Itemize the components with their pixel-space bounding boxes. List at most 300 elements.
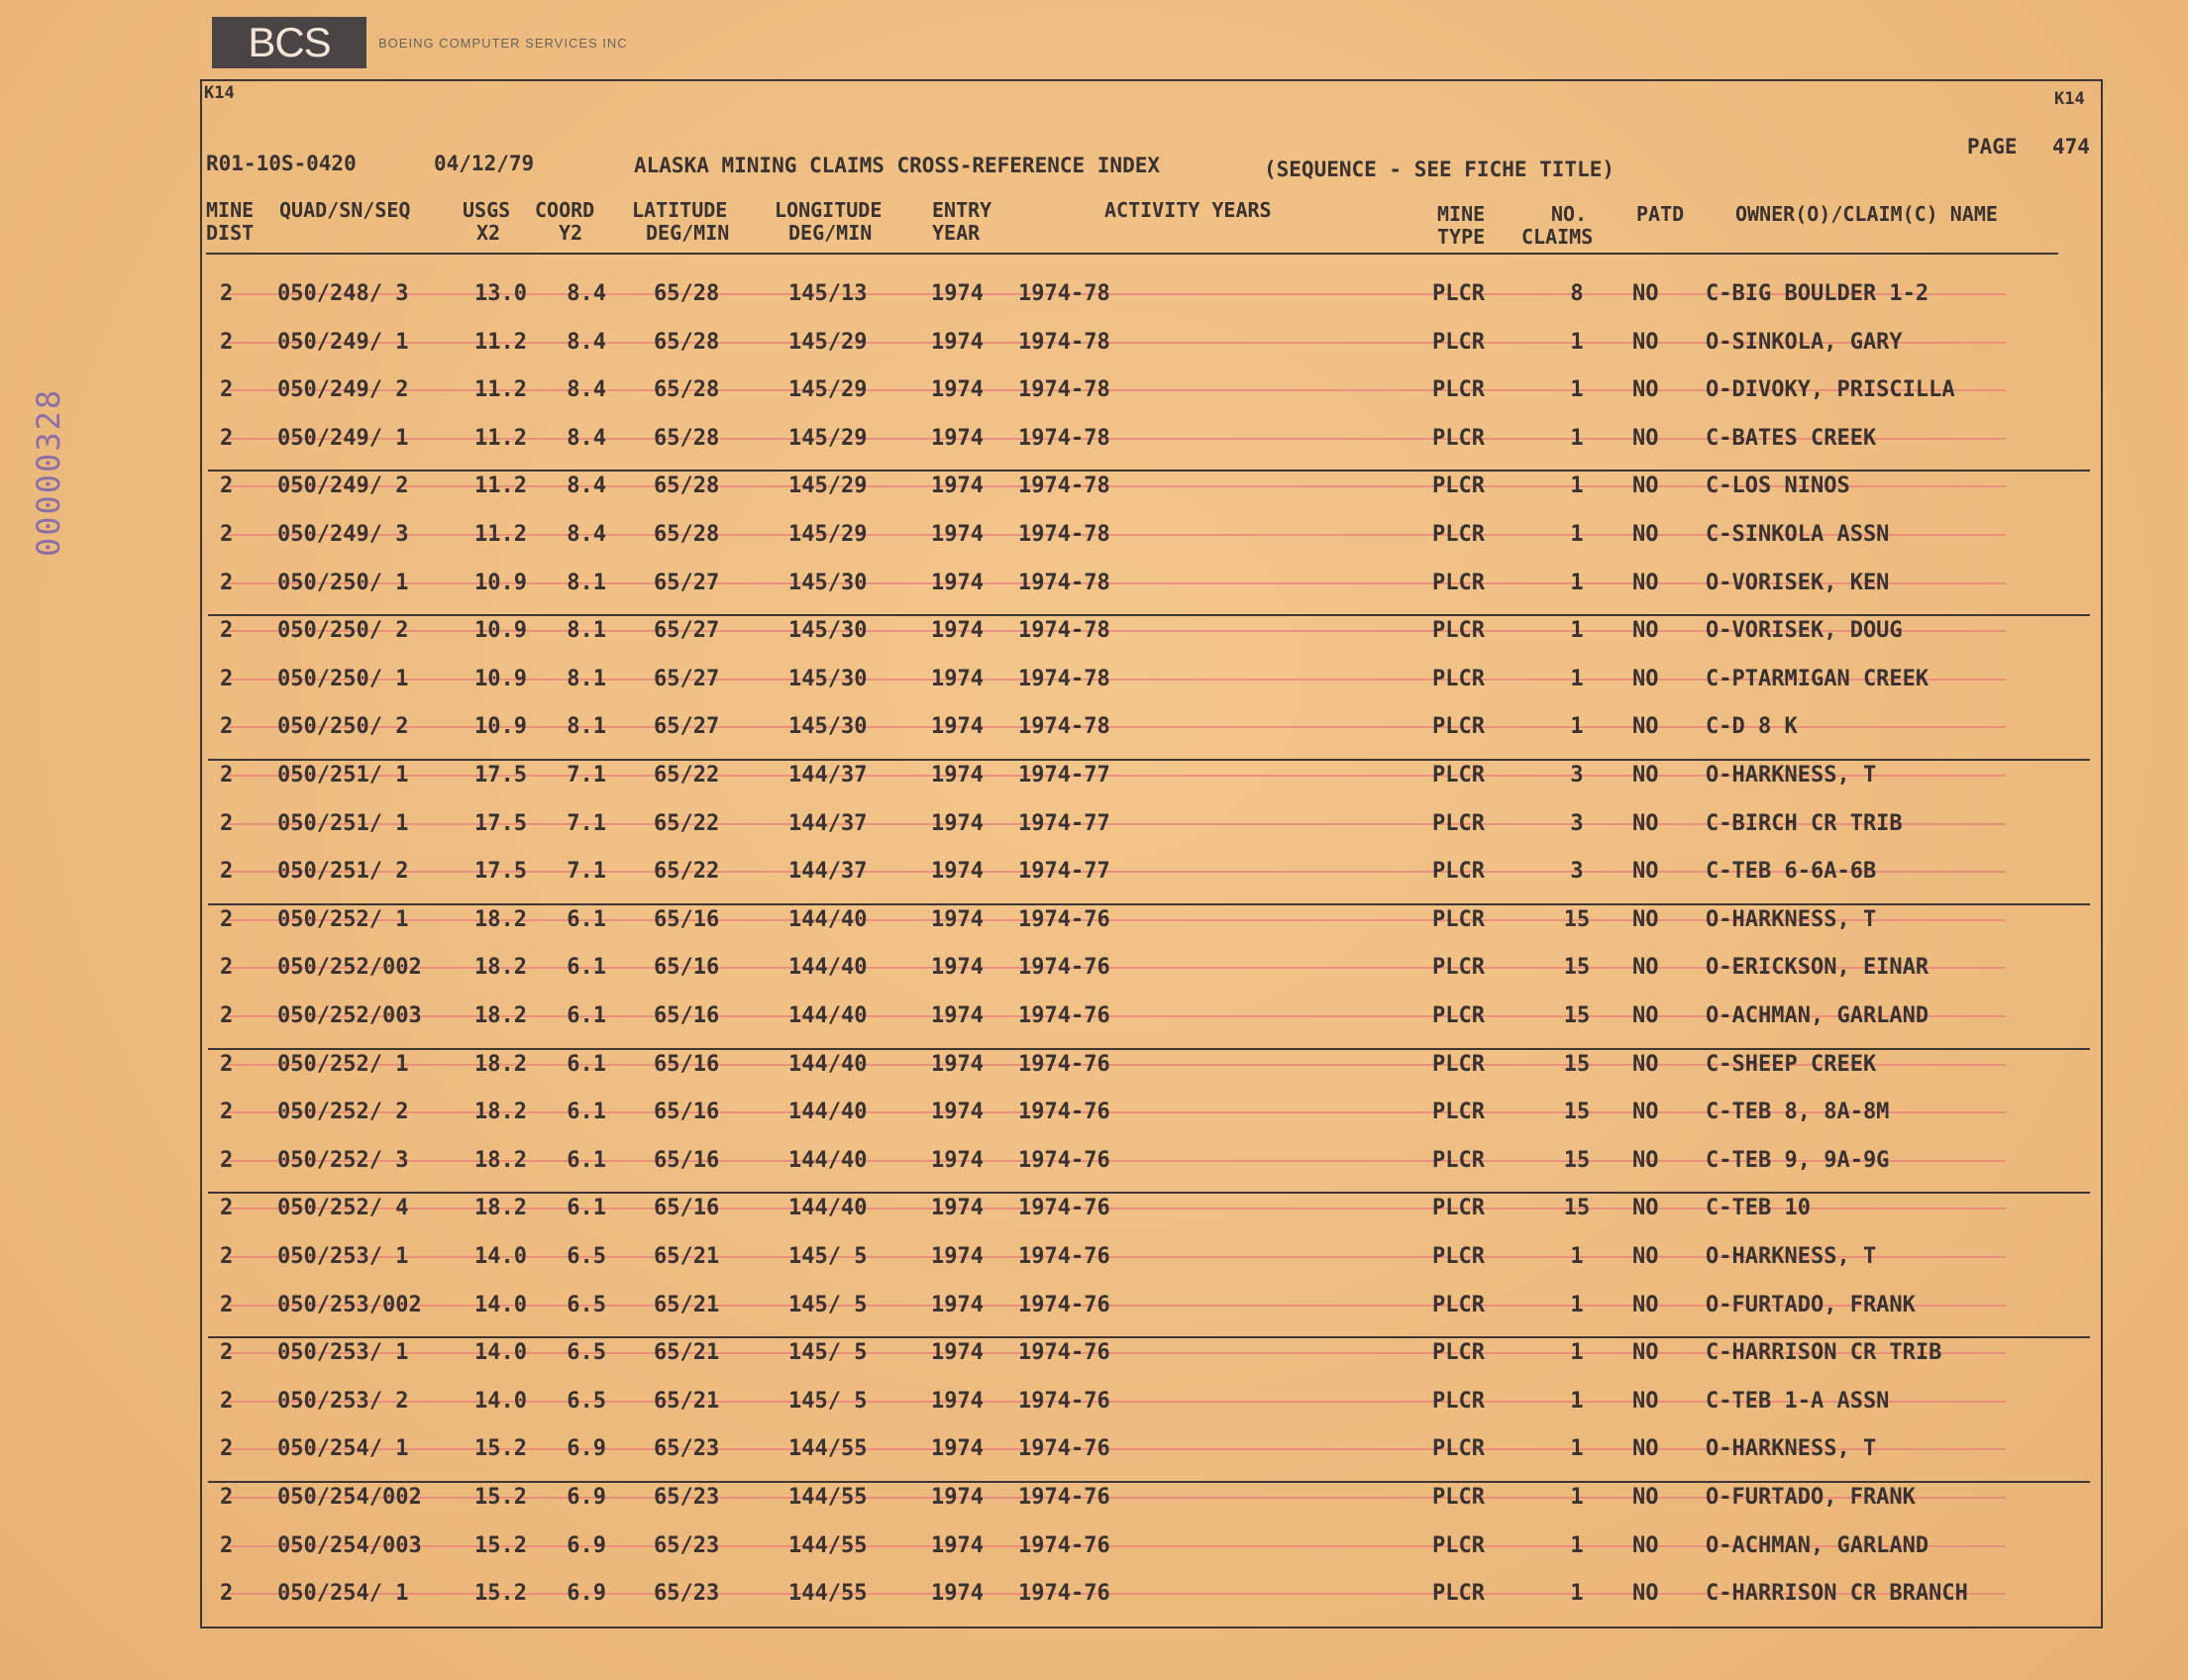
mine-dist-cell: 2 [220,1436,234,1461]
usgs-x-cell: 15.2 [474,1581,527,1606]
report-title: ALASKA MINING CLAIMS CROSS-REFERENCE INDEX [634,154,1161,177]
mine-type-cell: PLCR [1432,1003,1485,1028]
claims-cell: 1 [1570,1293,1584,1317]
mine-dist-cell: 2 [220,1052,234,1077]
mine-type-cell: PLCR [1432,811,1485,836]
claims-cell: 15 [1563,955,1591,980]
longitude-cell: 145/30 [788,714,868,739]
col-header-owner-claim: OWNER(O)/CLAIM(C) NAME [1735,202,1998,226]
activity-cell: 1974-76 [1018,1148,1110,1173]
report-date: 04/12/79 [434,152,535,175]
coord-y-cell: 7.1 [567,763,606,788]
quad-cell: 050/254/003 [277,1533,422,1558]
patd-cell: NO [1632,522,1659,547]
mine-dist-cell: 2 [220,618,234,643]
latitude-cell: 65/22 [654,859,720,884]
entry-year-cell: 1974 [931,1293,984,1317]
latitude-cell: 65/27 [654,714,720,739]
longitude-cell: 145/13 [788,281,868,306]
mine-type-cell: PLCR [1432,1581,1485,1606]
quad-cell: 050/253/002 [277,1293,422,1317]
table-row [0,1182,2188,1229]
entry-year-cell: 1974 [931,1436,984,1461]
usgs-x-cell: 18.2 [474,1148,527,1173]
activity-cell: 1974-76 [1018,1533,1110,1558]
coord-y-cell: 8.4 [567,522,606,547]
table-row [0,1422,2188,1470]
patd-cell: NO [1632,859,1659,884]
activity-cell: 1974-76 [1018,1485,1110,1510]
owner-cell: C-PTARMIGAN CREEK [1706,667,1929,691]
patd-cell: NO [1632,571,1659,595]
claims-cell: 1 [1570,618,1584,643]
activity-cell: 1974-76 [1018,1052,1110,1077]
col-header-quad: QUAD/SN/SEQ [279,198,411,222]
entry-year-cell: 1974 [931,522,984,547]
entry-year-cell: 1974 [931,955,984,980]
table-row [0,700,2188,748]
quad-cell: 050/252/ 1 [277,1052,409,1077]
usgs-x-cell: 17.5 [474,763,527,788]
report-id: R01-10S-0420 [206,152,357,175]
coord-y-cell: 8.1 [567,667,606,691]
longitude-cell: 144/40 [788,955,868,980]
usgs-x-cell: 14.0 [474,1389,527,1414]
entry-year-cell: 1974 [931,377,984,402]
claims-cell: 1 [1570,473,1584,498]
mine-dist-cell: 2 [220,1148,234,1173]
coord-y-cell: 6.5 [567,1293,606,1317]
quad-cell: 050/252/003 [277,1003,422,1028]
claims-cell: 1 [1570,522,1584,547]
table-row [0,1326,2188,1374]
usgs-x-cell: 10.9 [474,618,527,643]
longitude-cell: 144/55 [788,1581,868,1606]
usgs-x-cell: 14.0 [474,1244,527,1269]
entry-year-cell: 1974 [931,1052,984,1077]
mine-dist-cell: 2 [220,763,234,788]
patd-cell: NO [1632,667,1659,691]
latitude-cell: 65/27 [654,571,720,595]
usgs-x-cell: 18.2 [474,1052,527,1077]
coord-y-cell: 6.1 [567,1003,606,1028]
owner-cell: O-ERICKSON, EINAR [1706,955,1929,980]
claims-cell: 15 [1563,1196,1591,1220]
entry-year-cell: 1974 [931,1196,984,1220]
usgs-x-cell: 18.2 [474,1003,527,1028]
latitude-cell: 65/28 [654,281,720,306]
coord-y-cell: 8.1 [567,714,606,739]
longitude-cell: 145/ 5 [788,1244,868,1269]
table-row [0,797,2188,845]
latitude-cell: 65/28 [654,330,720,355]
entry-year-cell: 1974 [931,763,984,788]
claims-cell: 1 [1570,1533,1584,1558]
coord-y-cell: 8.1 [567,571,606,595]
owner-cell: C-D 8 K [1706,714,1798,739]
coord-y-cell: 6.5 [567,1340,606,1365]
quad-cell: 050/251/ 1 [277,811,409,836]
col-header-mine-dist: MINE DIST [206,198,255,245]
patd-cell: NO [1632,1100,1659,1124]
patd-cell: NO [1632,907,1659,932]
latitude-cell: 65/27 [654,667,720,691]
activity-cell: 1974-78 [1018,522,1110,547]
table-row [0,1230,2188,1278]
latitude-cell: 65/16 [654,1052,720,1077]
col-header-entry-year: ENTRY YEAR [932,198,992,245]
owner-cell: C-SINKOLA ASSN [1706,522,1890,547]
latitude-cell: 65/16 [654,1148,720,1173]
table-row [0,1134,2188,1182]
mine-dist-cell: 2 [220,330,234,355]
usgs-x-cell: 13.0 [474,281,527,306]
patd-cell: NO [1632,1003,1659,1028]
table-row [0,557,2188,604]
patd-cell: NO [1632,281,1659,306]
coord-y-cell: 6.1 [567,1100,606,1124]
table-row [0,508,2188,556]
patd-cell: NO [1632,1293,1659,1317]
quad-cell: 050/252/ 2 [277,1100,409,1124]
quad-cell: 050/253/ 1 [277,1340,409,1365]
mine-dist-cell: 2 [220,907,234,932]
usgs-x-cell: 10.9 [474,667,527,691]
owner-cell: O-DIVOKY, PRISCILLA [1706,377,1955,402]
activity-cell: 1974-76 [1018,1436,1110,1461]
claims-cell: 1 [1570,1581,1584,1606]
usgs-x-cell: 15.2 [474,1436,527,1461]
claims-cell: 1 [1570,1436,1584,1461]
longitude-cell: 145/ 5 [788,1389,868,1414]
entry-year-cell: 1974 [931,907,984,932]
page-number: 474 [2052,135,2090,158]
mine-type-cell: PLCR [1432,1052,1485,1077]
quad-cell: 050/252/ 4 [277,1196,409,1220]
owner-cell: O-VORISEK, DOUG [1706,618,1903,643]
mine-dist-cell: 2 [220,1293,234,1317]
table-row [0,1038,2188,1086]
coord-y-cell: 7.1 [567,811,606,836]
quad-cell: 050/252/ 1 [277,907,409,932]
coord-y-cell: 7.1 [567,859,606,884]
longitude-cell: 144/55 [788,1485,868,1510]
usgs-x-cell: 18.2 [474,955,527,980]
quad-cell: 050/249/ 2 [277,377,409,402]
latitude-cell: 65/28 [654,473,720,498]
owner-cell: O-HARKNESS, T [1706,1436,1877,1461]
entry-year-cell: 1974 [931,1581,984,1606]
activity-cell: 1974-76 [1018,1244,1110,1269]
table-row [0,893,2188,941]
report-subtitle: (SEQUENCE - SEE FICHE TITLE) [1264,158,1615,181]
mine-type-cell: PLCR [1432,1196,1485,1220]
owner-cell: O-SINKOLA, GARY [1706,330,1903,355]
activity-cell: 1974-76 [1018,1389,1110,1414]
quad-cell: 050/249/ 1 [277,330,409,355]
longitude-cell: 144/40 [788,1196,868,1220]
patd-cell: NO [1632,1485,1659,1510]
frame-label-right: K14 [2054,89,2085,109]
usgs-x-cell: 11.2 [474,377,527,402]
patd-cell: NO [1632,473,1659,498]
longitude-cell: 145/29 [788,522,868,547]
company-name: BOEING COMPUTER SERVICES INC [378,36,628,51]
col-header-mine-type: MINE TYPE [1437,202,1486,249]
coord-y-cell: 6.9 [567,1485,606,1510]
claims-cell: 1 [1570,330,1584,355]
col-header-patd: PATD [1636,202,1685,226]
quad-cell: 050/250/ 1 [277,667,409,691]
row-separator [208,614,2090,616]
entry-year-cell: 1974 [931,473,984,498]
longitude-cell: 145/30 [788,571,868,595]
usgs-x-cell: 17.5 [474,859,527,884]
activity-cell: 1974-77 [1018,811,1110,836]
claims-cell: 1 [1570,571,1584,595]
document-stamp-number: 00000328 [30,387,67,558]
quad-cell: 050/249/ 3 [277,522,409,547]
table-row [0,604,2188,652]
mine-dist-cell: 2 [220,281,234,306]
mine-type-cell: PLCR [1432,859,1485,884]
mine-dist-cell: 2 [220,811,234,836]
mine-dist-cell: 2 [220,859,234,884]
activity-cell: 1974-76 [1018,1581,1110,1606]
mine-type-cell: PLCR [1432,281,1485,306]
mine-type-cell: PLCR [1432,1148,1485,1173]
quad-cell: 050/253/ 2 [277,1389,409,1414]
claims-cell: 3 [1570,859,1584,884]
quad-cell: 050/250/ 2 [277,618,409,643]
mine-type-cell: PLCR [1432,330,1485,355]
entry-year-cell: 1974 [931,1244,984,1269]
entry-year-cell: 1974 [931,281,984,306]
longitude-cell: 145/29 [788,330,868,355]
coord-y-cell: 8.4 [567,377,606,402]
usgs-x-cell: 14.0 [474,1293,527,1317]
table-row [0,460,2188,507]
mine-dist-cell: 2 [220,473,234,498]
owner-cell: C-BIRCH CR TRIB [1706,811,1903,836]
table-row [0,267,2188,315]
longitude-cell: 145/29 [788,473,868,498]
longitude-cell: 144/40 [788,1052,868,1077]
mine-type-cell: PLCR [1432,763,1485,788]
owner-cell: C-BIG BOULDER 1-2 [1706,281,1929,306]
quad-cell: 050/253/ 1 [277,1244,409,1269]
longitude-cell: 144/37 [788,811,868,836]
longitude-cell: 144/55 [788,1436,868,1461]
latitude-cell: 65/21 [654,1389,720,1414]
mine-type-cell: PLCR [1432,1100,1485,1124]
longitude-cell: 145/29 [788,377,868,402]
patd-cell: NO [1632,426,1659,451]
entry-year-cell: 1974 [931,811,984,836]
longitude-cell: 145/30 [788,618,868,643]
activity-cell: 1974-78 [1018,618,1110,643]
coord-y-cell: 6.1 [567,1148,606,1173]
coord-y-cell: 6.1 [567,1196,606,1220]
usgs-x-cell: 11.2 [474,473,527,498]
longitude-cell: 144/37 [788,763,868,788]
col-header-claims: NO. CLAIMS [1521,202,1594,249]
entry-year-cell: 1974 [931,618,984,643]
owner-cell: C-LOS NINOS [1706,473,1850,498]
longitude-cell: 145/ 5 [788,1340,868,1365]
owner-cell: O-ACHMAN, GARLAND [1706,1003,1929,1028]
claims-cell: 1 [1570,667,1584,691]
usgs-x-cell: 10.9 [474,571,527,595]
activity-cell: 1974-76 [1018,1340,1110,1365]
mine-type-cell: PLCR [1432,667,1485,691]
patd-cell: NO [1632,1436,1659,1461]
mine-type-cell: PLCR [1432,1485,1485,1510]
mine-dist-cell: 2 [220,377,234,402]
mine-dist-cell: 2 [220,522,234,547]
col-header-activity-years: ACTIVITY YEARS [1104,198,1272,222]
patd-cell: NO [1632,1389,1659,1414]
quad-cell: 050/254/ 1 [277,1581,409,1606]
table-row [0,749,2188,796]
row-separator [208,759,2090,761]
owner-cell: C-TEB 8, 8A-8M [1706,1100,1890,1124]
mine-type-cell: PLCR [1432,473,1485,498]
longitude-cell: 144/40 [788,1100,868,1124]
claims-cell: 3 [1570,811,1584,836]
entry-year-cell: 1974 [931,1533,984,1558]
activity-cell: 1974-78 [1018,426,1110,451]
patd-cell: NO [1632,377,1659,402]
mine-type-cell: PLCR [1432,907,1485,932]
table-row [0,316,2188,364]
latitude-cell: 65/22 [654,811,720,836]
latitude-cell: 65/28 [654,377,720,402]
longitude-cell: 145/ 5 [788,1293,868,1317]
entry-year-cell: 1974 [931,1340,984,1365]
entry-year-cell: 1974 [931,330,984,355]
table-row [0,1471,2188,1519]
patd-cell: NO [1632,330,1659,355]
claims-cell: 15 [1563,1148,1591,1173]
col-header-usgs-x: USGS X2 [463,198,511,245]
col-header-latitude: LATITUDE DEG/MIN [632,198,730,245]
patd-cell: NO [1632,811,1659,836]
claims-cell: 15 [1563,1100,1591,1124]
activity-cell: 1974-78 [1018,571,1110,595]
coord-y-cell: 8.4 [567,473,606,498]
table-row [0,1520,2188,1567]
latitude-cell: 65/23 [654,1581,720,1606]
mine-type-cell: PLCR [1432,1436,1485,1461]
latitude-cell: 65/16 [654,1100,720,1124]
coord-y-cell: 6.1 [567,907,606,932]
row-separator [208,1192,2090,1194]
owner-cell: O-ACHMAN, GARLAND [1706,1533,1929,1558]
latitude-cell: 65/21 [654,1244,720,1269]
mine-dist-cell: 2 [220,1389,234,1414]
mine-type-cell: PLCR [1432,714,1485,739]
usgs-x-cell: 18.2 [474,907,527,932]
patd-cell: NO [1632,1533,1659,1558]
latitude-cell: 65/16 [654,907,720,932]
mine-dist-cell: 2 [220,1100,234,1124]
mine-dist-cell: 2 [220,1196,234,1220]
mine-dist-cell: 2 [220,1533,234,1558]
patd-cell: NO [1632,1052,1659,1077]
mine-type-cell: PLCR [1432,1244,1485,1269]
col-header-coord-y: COORD Y2 [535,198,595,245]
usgs-x-cell: 15.2 [474,1485,527,1510]
claims-cell: 1 [1570,377,1584,402]
activity-cell: 1974-77 [1018,859,1110,884]
table-row [0,990,2188,1037]
latitude-cell: 65/21 [654,1340,720,1365]
coord-y-cell: 6.9 [567,1533,606,1558]
activity-cell: 1974-76 [1018,907,1110,932]
row-separator [208,470,2090,472]
table-row [0,845,2188,892]
table-row [0,364,2188,411]
table-row [0,412,2188,460]
mine-type-cell: PLCR [1432,1293,1485,1317]
latitude-cell: 65/22 [654,763,720,788]
mine-dist-cell: 2 [220,1340,234,1365]
latitude-cell: 65/28 [654,522,720,547]
mine-type-cell: PLCR [1432,1533,1485,1558]
coord-y-cell: 8.1 [567,618,606,643]
patd-cell: NO [1632,1244,1659,1269]
mine-type-cell: PLCR [1432,618,1485,643]
claims-cell: 8 [1570,281,1584,306]
patd-cell: NO [1632,618,1659,643]
activity-cell: 1974-76 [1018,955,1110,980]
coord-y-cell: 6.9 [567,1436,606,1461]
latitude-cell: 65/21 [654,1293,720,1317]
activity-cell: 1974-78 [1018,330,1110,355]
owner-cell: O-HARKNESS, T [1706,1244,1877,1269]
table-row [0,1567,2188,1615]
owner-cell: C-HARRISON CR TRIB [1706,1340,1942,1365]
table-row [0,1279,2188,1326]
claims-cell: 3 [1570,763,1584,788]
mine-dist-cell: 2 [220,1485,234,1510]
entry-year-cell: 1974 [931,859,984,884]
coord-y-cell: 8.4 [567,281,606,306]
quad-cell: 050/254/002 [277,1485,422,1510]
latitude-cell: 65/16 [654,955,720,980]
activity-cell: 1974-77 [1018,763,1110,788]
owner-cell: C-HARRISON CR BRANCH [1706,1581,1968,1606]
patd-cell: NO [1632,1581,1659,1606]
owner-cell: O-FURTADO, FRANK [1706,1293,1916,1317]
quad-cell: 050/250/ 2 [277,714,409,739]
owner-cell: C-BATES CREEK [1706,426,1877,451]
mine-type-cell: PLCR [1432,1340,1485,1365]
patd-cell: NO [1632,955,1659,980]
longitude-cell: 144/40 [788,907,868,932]
mine-dist-cell: 2 [220,571,234,595]
patd-cell: NO [1632,763,1659,788]
row-separator [208,1048,2090,1050]
entry-year-cell: 1974 [931,1148,984,1173]
quad-cell: 050/252/ 3 [277,1148,409,1173]
entry-year-cell: 1974 [931,667,984,691]
claims-cell: 1 [1570,714,1584,739]
owner-cell: O-HARKNESS, T [1706,763,1877,788]
longitude-cell: 145/29 [788,426,868,451]
latitude-cell: 65/23 [654,1436,720,1461]
